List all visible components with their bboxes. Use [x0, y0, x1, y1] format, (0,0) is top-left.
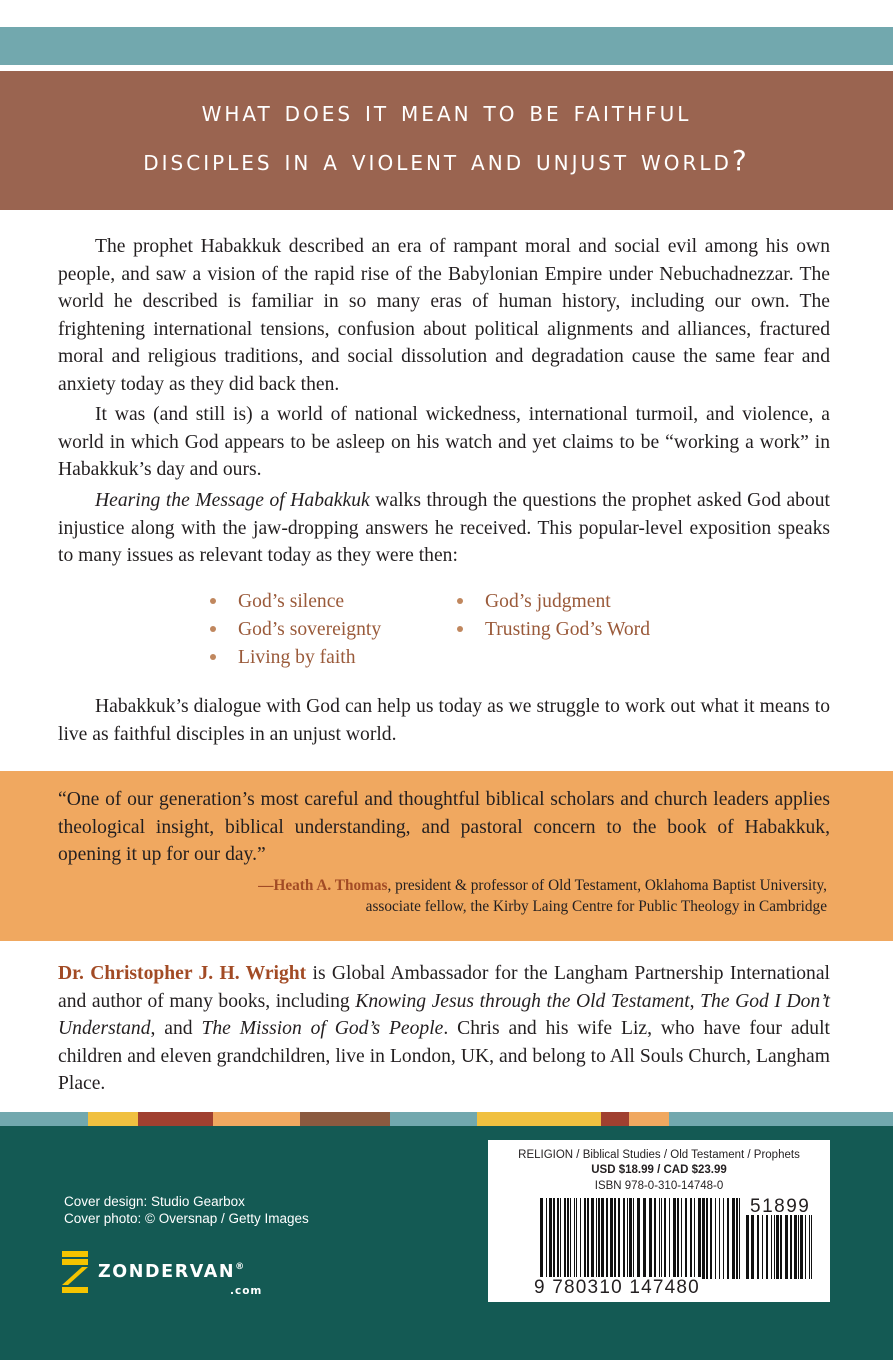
barcode-digits: 9 780310 147480: [534, 1277, 700, 1298]
barcode-bar: [633, 1198, 634, 1279]
barcode-bar: [637, 1198, 640, 1279]
barcode-bar: [677, 1198, 679, 1279]
body-paragraph-4: Habakkuk’s dialogue with God can help us today as we struggle to work out what it means to live as faithful disciples in an unjust world.: [58, 696, 830, 745]
strip-segment: [601, 1112, 629, 1126]
barcode-bar: [766, 1215, 768, 1279]
barcode-bar: [606, 1198, 608, 1279]
barcode-bar: [811, 1215, 812, 1279]
bullet-item: Trusting God’s Word: [457, 619, 650, 641]
barcode-bar: [736, 1198, 738, 1279]
barcode-bar: [746, 1215, 749, 1279]
cover-design-credit: Cover design: Studio Gearbox: [64, 1194, 245, 1209]
barcode-addon-icon: [746, 1215, 812, 1279]
book-title: Hearing the Message of Habakkuk: [95, 490, 370, 511]
barcode-bar: [685, 1198, 687, 1279]
isbn-number: ISBN 978-0-310-14748-0: [594, 1180, 724, 1192]
barcode-bar: [659, 1198, 660, 1279]
barcode-bar: [553, 1198, 555, 1279]
publisher-name: ZONDERVAN: [98, 1262, 236, 1282]
barcode-bar: [800, 1215, 803, 1279]
book-title: Knowing Jesus through the Old Testament: [355, 990, 690, 1012]
strip-segment: [669, 1112, 893, 1126]
barcode-bar: [567, 1198, 569, 1279]
book-price: USD $18.99 / CAD $23.99: [591, 1164, 727, 1176]
author-name: Dr. Christopher J. H. Wright: [58, 963, 307, 984]
bullet-item: God’s sovereignty: [210, 619, 381, 641]
zondervan-logo[interactable]: ZONDERVAN® .com: [62, 1251, 88, 1298]
zondervan-logo-icon: [62, 1251, 88, 1293]
strip-segment: [88, 1112, 138, 1126]
barcode-addon-digits: 51899: [750, 1196, 811, 1217]
barcode-bar: [794, 1215, 797, 1279]
barcode-bar: [629, 1198, 632, 1279]
barcode-bar: [610, 1198, 613, 1279]
barcode-bar: [727, 1198, 729, 1279]
barcode-bar: [623, 1198, 625, 1279]
endorser-name: —Heath A. Thomas: [258, 877, 388, 894]
strip-segment: [390, 1112, 477, 1126]
body-paragraph-2: It was (and still is) a world of national wickedness, international turmoil, and violence, a world in which God appears to be asleep on his watch and yet claims to be “working a work” in Habakkuk’s day and ours.: [58, 404, 830, 480]
barcode-bar: [564, 1198, 566, 1279]
barcode-bar: [587, 1198, 589, 1279]
barcode-bar: [780, 1215, 782, 1279]
barcode-bar: [805, 1215, 806, 1279]
color-strip: [0, 1112, 893, 1126]
barcode-bar: [681, 1198, 682, 1279]
strip-segment: [629, 1112, 669, 1126]
barcode-bar: [601, 1198, 604, 1279]
barcode-bar: [661, 1198, 662, 1279]
book-title: The God I Don’t Understand: [58, 990, 830, 1039]
barcode-bar: [596, 1198, 597, 1279]
bullet-dot-icon: [457, 626, 463, 632]
headline-line-1: what does it mean to be faithful: [201, 95, 692, 128]
barcode-bar: [591, 1198, 594, 1279]
barcode-bar: [690, 1198, 692, 1279]
barcode-bar: [618, 1198, 620, 1279]
cover-credits: [64, 1193, 309, 1227]
barcode-bar: [669, 1198, 670, 1279]
bullet-dot-icon: [210, 654, 216, 660]
body-paragraph-3: [58, 487, 830, 570]
barcode-bar: [654, 1198, 656, 1279]
barcode-bar: [715, 1198, 716, 1279]
barcode-bar: [723, 1198, 724, 1279]
strip-segment: [138, 1112, 213, 1126]
barcode-bar: [664, 1198, 666, 1279]
barcode-bar: [706, 1198, 708, 1279]
top-teal-band: [0, 27, 893, 65]
isbn-box: [488, 1140, 830, 1302]
barcode-bar: [694, 1198, 695, 1279]
barcode-bar: [614, 1198, 616, 1279]
barcode-bar: [580, 1198, 581, 1279]
barcode-bar: [643, 1198, 646, 1279]
barcode-bar: [771, 1215, 772, 1279]
bullet-item: God’s silence: [210, 591, 344, 613]
barcode-bar: [732, 1198, 735, 1279]
publisher-domain: .com: [230, 1285, 263, 1297]
barcode-bar: [762, 1215, 763, 1279]
barcode-bar: [540, 1198, 543, 1279]
barcode-bar: [739, 1198, 740, 1279]
barcode-bar: [785, 1215, 788, 1279]
bullet-item: God’s judgment: [457, 591, 611, 613]
headline-line-2: disciples in a violent and unjust world?: [143, 144, 750, 177]
barcode-bar: [598, 1198, 600, 1279]
barcode-bar: [809, 1215, 810, 1279]
strip-segment: [213, 1112, 300, 1126]
body-paragraph-1: The prophet Habakkuk described an era of rampant moral and social evil among his own people, and saw a vision of the rapid rise of the Babylonian Empire under Nebuchadnezzar. The world he described is familiar in so many eras of human history, including our own. The frightening international tensions, confusion about political alignments and alliances, fractured moral and religious traditions, and social dissolution and degradation cause the same fear and anxiety today as they did back then.: [58, 236, 830, 395]
book-category: RELIGION / Biblical Studies / Old Testament / Prophets: [518, 1149, 800, 1161]
strip-segment: [0, 1112, 88, 1126]
barcode-bar: [576, 1198, 577, 1279]
barcode-bar: [776, 1215, 779, 1279]
barcode-bar: [698, 1198, 701, 1279]
bullet-dot-icon: [210, 626, 216, 632]
barcode-bar: [790, 1215, 792, 1279]
barcode-bar: [549, 1198, 552, 1279]
headline-band: [0, 71, 893, 210]
barcode-bar: [627, 1198, 628, 1279]
barcode-bar: [570, 1198, 571, 1279]
endorsement-band: [0, 771, 893, 941]
barcode-bar: [719, 1198, 720, 1279]
barcode-bar: [673, 1198, 676, 1279]
endorsement-quote: “One of our generation’s most careful and thoughtful biblical scholars and church leaders applies theological insight, biblical understanding, and pastoral concern to the book of Habakkuk, opening it up for our day.”: [58, 789, 830, 865]
barcode-bar: [557, 1198, 559, 1279]
barcode-bar: [649, 1198, 652, 1279]
barcode-icon: [540, 1198, 740, 1279]
bullet-dot-icon: [457, 598, 463, 604]
strip-segment: [300, 1112, 390, 1126]
barcode-bar: [757, 1215, 759, 1279]
barcode-bar: [584, 1198, 586, 1279]
barcode-bar: [546, 1198, 547, 1279]
barcode-bar: [798, 1215, 799, 1279]
endorsement-attribution: —Heath A. Thomas, president & professor of Old Testament, Oklahoma Baptist University, associate fellow, the Kirby Laing Centre for Public Theology in Cambridge: [258, 877, 827, 915]
author-bio: Dr. Christopher J. H. Wright is Global Ambassador for the Langham Partnership International and author of many books, including Knowing Jesus through the Old Testament, The God I Don’t Understand, and The Mission of God’s People. Chris and his wife Liz, who have four adult children and eleven grandchildren, live in London, UK, and belong to All Souls Church, Langham Place.: [58, 963, 830, 1094]
book-title: The Mission of God’s People: [201, 1018, 444, 1039]
barcode-bar: [751, 1215, 754, 1279]
bullet-item: Living by faith: [210, 647, 356, 669]
body-paragraph-3-text: walks through the questions the prophet asked God about injustice along with the jaw-dropping answers he received. This popular-level exposition speaks to many issues as relevant today as they were then:: [58, 490, 830, 566]
bullet-dot-icon: [210, 598, 216, 604]
barcode-bar: [560, 1198, 561, 1279]
barcode-bar: [710, 1198, 712, 1279]
strip-segment: [477, 1112, 601, 1126]
barcode-bar: [774, 1215, 775, 1279]
barcode-bar: [574, 1198, 575, 1279]
barcode-bar: [702, 1198, 705, 1279]
cover-photo-credit: Cover photo: © Oversnap / Getty Images: [64, 1211, 309, 1226]
